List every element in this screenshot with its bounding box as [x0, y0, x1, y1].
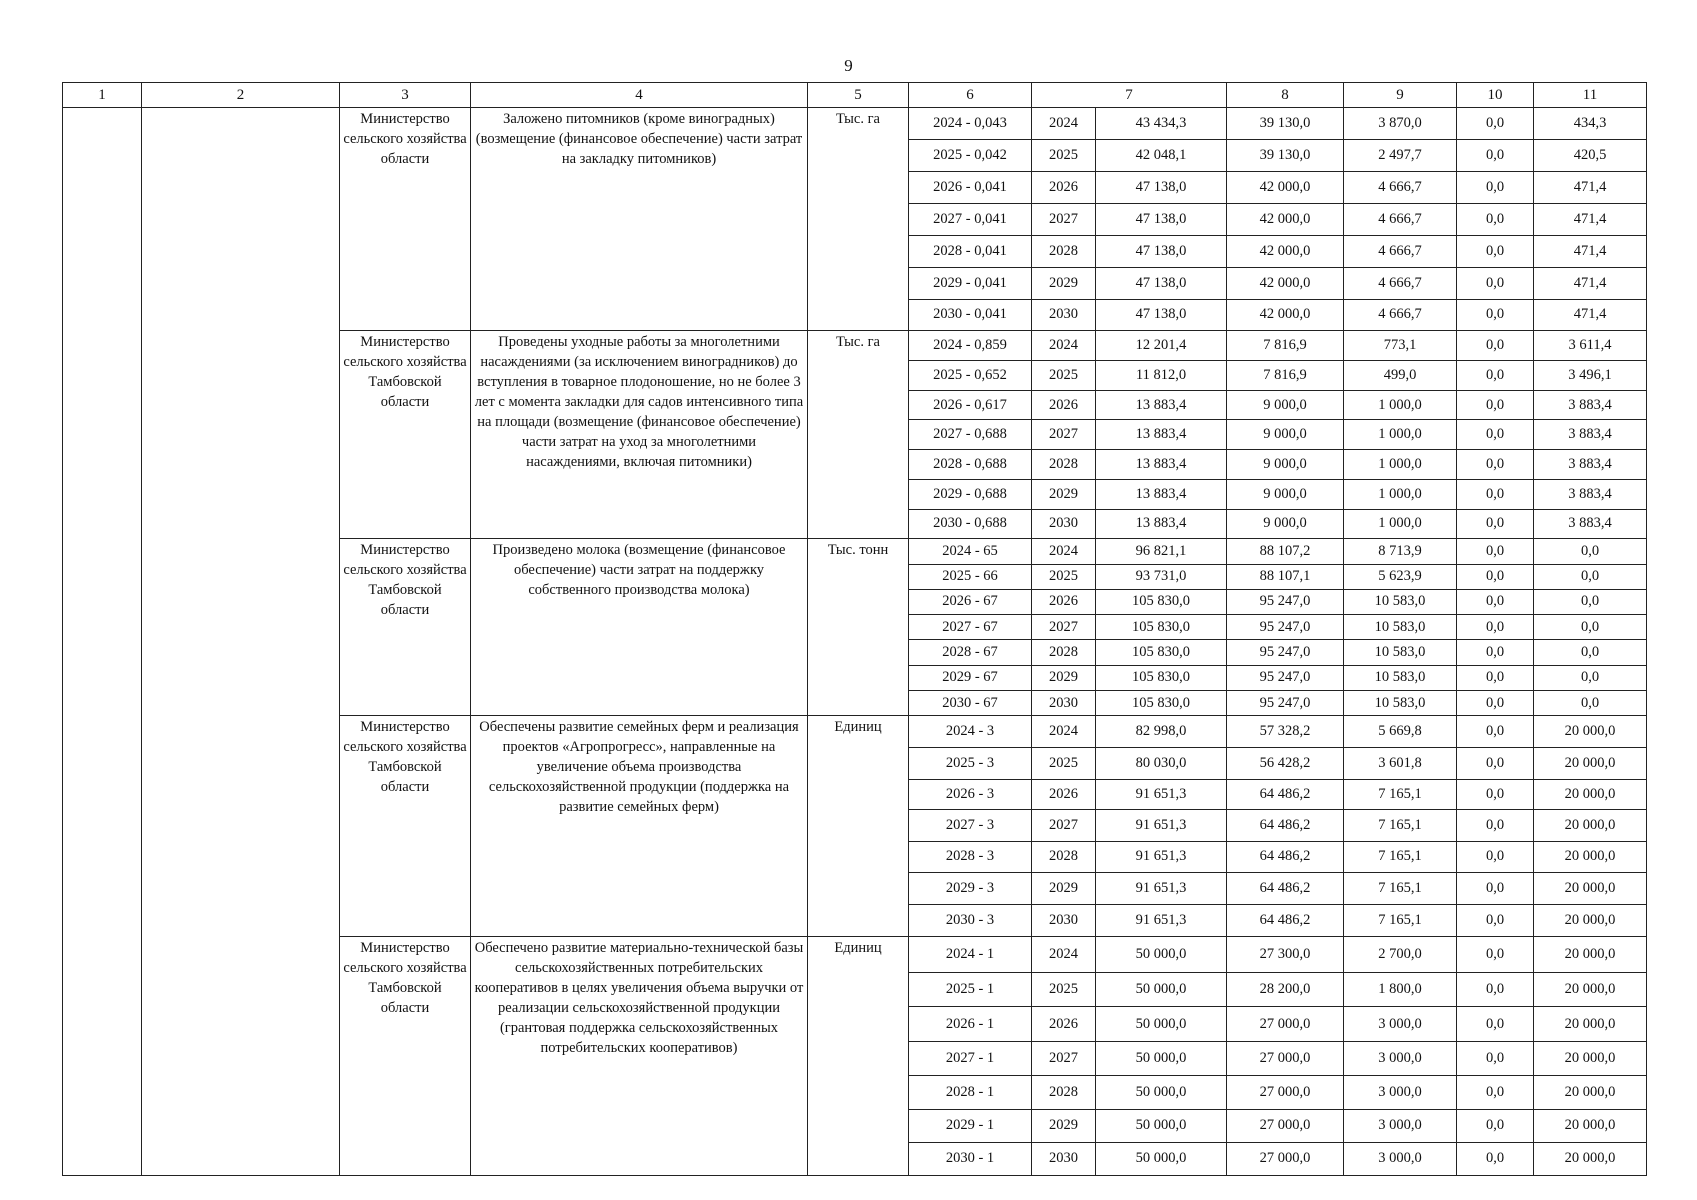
regional-budget: 3 000,0 — [1344, 1041, 1457, 1075]
year: 2027 — [1032, 809, 1096, 841]
local-budget: 0,0 — [1457, 390, 1534, 420]
column-1-cell — [63, 108, 142, 1176]
other-sources: 20 000,0 — [1534, 809, 1647, 841]
local-budget: 0,0 — [1457, 361, 1534, 391]
other-sources: 420,5 — [1534, 140, 1647, 172]
other-sources: 20 000,0 — [1534, 716, 1647, 748]
year: 2028 — [1032, 1075, 1096, 1109]
year: 2026 — [1032, 172, 1096, 204]
other-sources: 434,3 — [1534, 108, 1647, 140]
other-sources: 20 000,0 — [1534, 1109, 1647, 1142]
year: 2024 — [1032, 937, 1096, 973]
regional-budget: 4 666,7 — [1344, 235, 1457, 267]
regional-budget: 7 165,1 — [1344, 873, 1457, 905]
total-amount: 50 000,0 — [1096, 937, 1227, 973]
regional-budget: 7 165,1 — [1344, 905, 1457, 937]
page-number: 9 — [844, 56, 853, 75]
result-description: Проведены уходные работы за многолетними насаждениями (за исключением виноградников) до вступления в товарное плодоношение, но не более 3 лет с момента закладки для садов интенсивного типа на площади (возмещение (финансовое обеспечение) части затрат на уход за многолетними насаждениями, включая питомники) — [471, 331, 808, 539]
local-budget: 0,0 — [1457, 420, 1534, 450]
local-budget: 0,0 — [1457, 589, 1534, 614]
total-amount: 93 731,0 — [1096, 564, 1227, 589]
target-value: 2026 - 0,617 — [909, 390, 1032, 420]
federal-budget: 27 000,0 — [1227, 1075, 1344, 1109]
target-value: 2030 - 0,041 — [909, 299, 1032, 331]
target-value: 2024 - 65 — [909, 539, 1032, 564]
local-budget: 0,0 — [1457, 331, 1534, 361]
local-budget: 0,0 — [1457, 140, 1534, 172]
target-value: 2028 - 0,688 — [909, 450, 1032, 480]
local-budget: 0,0 — [1457, 841, 1534, 873]
regional-budget: 5 669,8 — [1344, 716, 1457, 748]
other-sources: 20 000,0 — [1534, 905, 1647, 937]
federal-budget: 28 200,0 — [1227, 973, 1344, 1007]
regional-budget: 3 000,0 — [1344, 1109, 1457, 1142]
other-sources: 3 883,4 — [1534, 509, 1647, 539]
target-value: 2027 - 0,688 — [909, 420, 1032, 450]
target-value: 2024 - 1 — [909, 937, 1032, 973]
local-budget: 0,0 — [1457, 1075, 1534, 1109]
other-sources: 3 883,4 — [1534, 390, 1647, 420]
federal-budget: 9 000,0 — [1227, 420, 1344, 450]
local-budget: 0,0 — [1457, 172, 1534, 204]
federal-budget: 39 130,0 — [1227, 108, 1344, 140]
total-amount: 96 821,1 — [1096, 539, 1227, 564]
target-value: 2030 - 1 — [909, 1142, 1032, 1175]
other-sources: 3 496,1 — [1534, 361, 1647, 391]
regional-budget: 3 601,8 — [1344, 748, 1457, 780]
result-description: Произведено молока (возмещение (финансовое обеспечение) части затрат на поддержку собственного производства молока) — [471, 539, 808, 716]
local-budget: 0,0 — [1457, 203, 1534, 235]
regional-budget: 4 666,7 — [1344, 299, 1457, 331]
regional-budget: 8 713,9 — [1344, 539, 1457, 564]
column-2-cell — [142, 108, 340, 1176]
total-amount: 13 883,4 — [1096, 509, 1227, 539]
total-amount: 50 000,0 — [1096, 1075, 1227, 1109]
target-value: 2025 - 0,042 — [909, 140, 1032, 172]
federal-budget: 57 328,2 — [1227, 716, 1344, 748]
local-budget: 0,0 — [1457, 1007, 1534, 1041]
regional-budget: 499,0 — [1344, 361, 1457, 391]
other-sources: 471,4 — [1534, 203, 1647, 235]
unit-of-measure: Тыс. га — [808, 108, 909, 331]
total-amount: 42 048,1 — [1096, 140, 1227, 172]
total-amount: 47 138,0 — [1096, 235, 1227, 267]
year: 2030 — [1032, 509, 1096, 539]
federal-budget: 88 107,1 — [1227, 564, 1344, 589]
target-value: 2025 - 66 — [909, 564, 1032, 589]
local-budget: 0,0 — [1457, 450, 1534, 480]
total-amount: 91 651,3 — [1096, 905, 1227, 937]
other-sources: 20 000,0 — [1534, 1007, 1647, 1041]
local-budget: 0,0 — [1457, 640, 1534, 665]
result-description: Обеспечены развитие семейных ферм и реализация проектов «Агропрогресс», направленные на увеличение объема производства сельскохозяйственной продукции (поддержка на развитие семейных ферм) — [471, 716, 808, 937]
total-amount: 91 651,3 — [1096, 779, 1227, 809]
other-sources: 3 883,4 — [1534, 450, 1647, 480]
target-value: 2024 - 0,043 — [909, 108, 1032, 140]
year: 2025 — [1032, 973, 1096, 1007]
target-value: 2028 - 1 — [909, 1075, 1032, 1109]
federal-budget: 9 000,0 — [1227, 450, 1344, 480]
other-sources: 471,4 — [1534, 267, 1647, 299]
local-budget: 0,0 — [1457, 748, 1534, 780]
regional-budget: 1 000,0 — [1344, 390, 1457, 420]
federal-budget: 27 000,0 — [1227, 1041, 1344, 1075]
other-sources: 471,4 — [1534, 172, 1647, 204]
other-sources: 20 000,0 — [1534, 1075, 1647, 1109]
year: 2029 — [1032, 479, 1096, 509]
year: 2027 — [1032, 203, 1096, 235]
total-amount: 47 138,0 — [1096, 172, 1227, 204]
regional-budget: 2 497,7 — [1344, 140, 1457, 172]
federal-budget: 39 130,0 — [1227, 140, 1344, 172]
target-value: 2029 - 3 — [909, 873, 1032, 905]
year: 2025 — [1032, 564, 1096, 589]
local-budget: 0,0 — [1457, 564, 1534, 589]
local-budget: 0,0 — [1457, 479, 1534, 509]
local-budget: 0,0 — [1457, 665, 1534, 690]
total-amount: 47 138,0 — [1096, 203, 1227, 235]
year: 2029 — [1032, 873, 1096, 905]
year: 2026 — [1032, 589, 1096, 614]
header-cell-2: 2 — [142, 83, 340, 108]
federal-budget: 27 000,0 — [1227, 1109, 1344, 1142]
header-cell-11: 11 — [1534, 83, 1647, 108]
federal-budget: 9 000,0 — [1227, 509, 1344, 539]
federal-budget: 42 000,0 — [1227, 203, 1344, 235]
regional-budget: 7 165,1 — [1344, 841, 1457, 873]
target-value: 2026 - 0,041 — [909, 172, 1032, 204]
regional-budget: 4 666,7 — [1344, 267, 1457, 299]
regional-budget: 773,1 — [1344, 331, 1457, 361]
other-sources: 0,0 — [1534, 539, 1647, 564]
other-sources: 20 000,0 — [1534, 1041, 1647, 1075]
other-sources: 20 000,0 — [1534, 873, 1647, 905]
year: 2028 — [1032, 450, 1096, 480]
federal-budget: 95 247,0 — [1227, 690, 1344, 715]
total-amount: 47 138,0 — [1096, 267, 1227, 299]
total-amount: 82 998,0 — [1096, 716, 1227, 748]
local-budget: 0,0 — [1457, 299, 1534, 331]
unit-of-measure: Единиц — [808, 937, 909, 1176]
regional-budget: 3 870,0 — [1344, 108, 1457, 140]
local-budget: 0,0 — [1457, 539, 1534, 564]
other-sources: 0,0 — [1534, 564, 1647, 589]
other-sources: 0,0 — [1534, 690, 1647, 715]
local-budget: 0,0 — [1457, 716, 1534, 748]
unit-of-measure: Тыс. га — [808, 331, 909, 539]
target-value: 2024 - 0,859 — [909, 331, 1032, 361]
other-sources: 3 611,4 — [1534, 331, 1647, 361]
year: 2026 — [1032, 390, 1096, 420]
target-value: 2027 - 1 — [909, 1041, 1032, 1075]
year: 2028 — [1032, 841, 1096, 873]
regional-budget: 1 000,0 — [1344, 479, 1457, 509]
year: 2029 — [1032, 267, 1096, 299]
total-amount: 105 830,0 — [1096, 690, 1227, 715]
federal-budget: 95 247,0 — [1227, 615, 1344, 640]
header-cell-5: 5 — [808, 83, 909, 108]
regional-budget: 3 000,0 — [1344, 1075, 1457, 1109]
federal-budget: 95 247,0 — [1227, 589, 1344, 614]
total-amount: 13 883,4 — [1096, 390, 1227, 420]
year: 2030 — [1032, 1142, 1096, 1175]
responsible-org: Министерство сельского хозяйства Тамбовской области — [340, 539, 471, 716]
total-amount: 13 883,4 — [1096, 450, 1227, 480]
regional-budget: 1 000,0 — [1344, 509, 1457, 539]
regional-budget: 10 583,0 — [1344, 615, 1457, 640]
other-sources: 3 883,4 — [1534, 479, 1647, 509]
other-sources: 20 000,0 — [1534, 779, 1647, 809]
target-value: 2026 - 1 — [909, 1007, 1032, 1041]
year: 2024 — [1032, 716, 1096, 748]
local-budget: 0,0 — [1457, 108, 1534, 140]
regional-budget: 5 623,9 — [1344, 564, 1457, 589]
header-cell-1: 1 — [63, 83, 142, 108]
total-amount: 47 138,0 — [1096, 299, 1227, 331]
target-value: 2028 - 3 — [909, 841, 1032, 873]
federal-budget: 64 486,2 — [1227, 779, 1344, 809]
regional-budget: 1 800,0 — [1344, 973, 1457, 1007]
local-budget: 0,0 — [1457, 509, 1534, 539]
responsible-org: Министерство сельского хозяйства области — [340, 108, 471, 331]
local-budget: 0,0 — [1457, 1041, 1534, 1075]
target-value: 2028 - 0,041 — [909, 235, 1032, 267]
target-value: 2025 - 3 — [909, 748, 1032, 780]
year: 2030 — [1032, 905, 1096, 937]
target-value: 2028 - 67 — [909, 640, 1032, 665]
total-amount: 50 000,0 — [1096, 973, 1227, 1007]
header-cell-10: 10 — [1457, 83, 1534, 108]
federal-budget: 42 000,0 — [1227, 267, 1344, 299]
federal-budget: 64 486,2 — [1227, 841, 1344, 873]
target-value: 2030 - 67 — [909, 690, 1032, 715]
local-budget: 0,0 — [1457, 690, 1534, 715]
regional-budget: 1 000,0 — [1344, 450, 1457, 480]
unit-of-measure: Единиц — [808, 716, 909, 937]
regional-budget: 3 000,0 — [1344, 1007, 1457, 1041]
federal-budget: 27 000,0 — [1227, 1142, 1344, 1175]
federal-budget: 42 000,0 — [1227, 299, 1344, 331]
regional-budget: 2 700,0 — [1344, 937, 1457, 973]
other-sources: 20 000,0 — [1534, 1142, 1647, 1175]
other-sources: 471,4 — [1534, 235, 1647, 267]
other-sources: 20 000,0 — [1534, 841, 1647, 873]
federal-budget: 64 486,2 — [1227, 809, 1344, 841]
year: 2028 — [1032, 640, 1096, 665]
year: 2030 — [1032, 690, 1096, 715]
total-amount: 12 201,4 — [1096, 331, 1227, 361]
target-value: 2029 - 1 — [909, 1109, 1032, 1142]
other-sources: 20 000,0 — [1534, 748, 1647, 780]
year: 2026 — [1032, 1007, 1096, 1041]
total-amount: 80 030,0 — [1096, 748, 1227, 780]
regional-budget: 7 165,1 — [1344, 779, 1457, 809]
local-budget: 0,0 — [1457, 615, 1534, 640]
federal-budget: 95 247,0 — [1227, 640, 1344, 665]
total-amount: 11 812,0 — [1096, 361, 1227, 391]
regional-budget: 10 583,0 — [1344, 640, 1457, 665]
other-sources: 471,4 — [1534, 299, 1647, 331]
other-sources: 0,0 — [1534, 589, 1647, 614]
total-amount: 91 651,3 — [1096, 841, 1227, 873]
other-sources: 0,0 — [1534, 615, 1647, 640]
total-amount: 105 830,0 — [1096, 665, 1227, 690]
total-amount: 50 000,0 — [1096, 1142, 1227, 1175]
year: 2026 — [1032, 779, 1096, 809]
local-budget: 0,0 — [1457, 809, 1534, 841]
year: 2024 — [1032, 331, 1096, 361]
year: 2024 — [1032, 539, 1096, 564]
header-cell-3: 3 — [340, 83, 471, 108]
regional-budget: 10 583,0 — [1344, 665, 1457, 690]
other-sources: 0,0 — [1534, 665, 1647, 690]
local-budget: 0,0 — [1457, 1109, 1534, 1142]
total-amount: 105 830,0 — [1096, 615, 1227, 640]
federal-budget: 27 000,0 — [1227, 1007, 1344, 1041]
result-description: Заложено питомников (кроме виноградных) (возмещение (финансовое обеспечение) части затрат на закладку питомников) — [471, 108, 808, 331]
program-table — [62, 82, 1647, 1176]
year: 2025 — [1032, 140, 1096, 172]
regional-budget: 10 583,0 — [1344, 690, 1457, 715]
table-body — [63, 83, 1647, 1176]
year: 2029 — [1032, 1109, 1096, 1142]
year: 2027 — [1032, 420, 1096, 450]
regional-budget: 7 165,1 — [1344, 809, 1457, 841]
federal-budget: 9 000,0 — [1227, 390, 1344, 420]
target-value: 2026 - 67 — [909, 589, 1032, 614]
header-cell-8: 8 — [1227, 83, 1344, 108]
target-value: 2027 - 3 — [909, 809, 1032, 841]
federal-budget: 88 107,2 — [1227, 539, 1344, 564]
local-budget: 0,0 — [1457, 873, 1534, 905]
federal-budget: 9 000,0 — [1227, 479, 1344, 509]
header-cell-6: 6 — [909, 83, 1032, 108]
federal-budget: 95 247,0 — [1227, 665, 1344, 690]
other-sources: 20 000,0 — [1534, 973, 1647, 1007]
target-value: 2027 - 67 — [909, 615, 1032, 640]
federal-budget: 42 000,0 — [1227, 235, 1344, 267]
total-amount: 43 434,3 — [1096, 108, 1227, 140]
target-value: 2025 - 1 — [909, 973, 1032, 1007]
responsible-org: Министерство сельского хозяйства Тамбовской области — [340, 331, 471, 539]
total-amount: 13 883,4 — [1096, 420, 1227, 450]
local-budget: 0,0 — [1457, 779, 1534, 809]
local-budget: 0,0 — [1457, 235, 1534, 267]
year: 2030 — [1032, 299, 1096, 331]
local-budget: 0,0 — [1457, 1142, 1534, 1175]
total-amount: 105 830,0 — [1096, 640, 1227, 665]
total-amount: 50 000,0 — [1096, 1007, 1227, 1041]
federal-budget: 42 000,0 — [1227, 172, 1344, 204]
local-budget: 0,0 — [1457, 937, 1534, 973]
target-value: 2025 - 0,652 — [909, 361, 1032, 391]
target-value: 2030 - 0,688 — [909, 509, 1032, 539]
year: 2027 — [1032, 615, 1096, 640]
regional-budget: 3 000,0 — [1344, 1142, 1457, 1175]
responsible-org: Министерство сельского хозяйства Тамбовской области — [340, 937, 471, 1176]
year: 2028 — [1032, 235, 1096, 267]
federal-budget: 27 300,0 — [1227, 937, 1344, 973]
federal-budget: 7 816,9 — [1227, 361, 1344, 391]
year: 2029 — [1032, 665, 1096, 690]
target-value: 2029 - 67 — [909, 665, 1032, 690]
federal-budget: 56 428,2 — [1227, 748, 1344, 780]
total-amount: 105 830,0 — [1096, 589, 1227, 614]
target-value: 2027 - 0,041 — [909, 203, 1032, 235]
unit-of-measure: Тыс. тонн — [808, 539, 909, 716]
header-cell-9: 9 — [1344, 83, 1457, 108]
federal-budget: 64 486,2 — [1227, 905, 1344, 937]
total-amount: 50 000,0 — [1096, 1041, 1227, 1075]
total-amount: 50 000,0 — [1096, 1109, 1227, 1142]
table-row — [63, 108, 1647, 140]
header-cell-4: 4 — [471, 83, 808, 108]
total-amount: 13 883,4 — [1096, 479, 1227, 509]
federal-budget: 64 486,2 — [1227, 873, 1344, 905]
regional-budget: 4 666,7 — [1344, 203, 1457, 235]
total-amount: 91 651,3 — [1096, 873, 1227, 905]
target-value: 2029 - 0,688 — [909, 479, 1032, 509]
other-sources: 3 883,4 — [1534, 420, 1647, 450]
header-cell-7: 7 — [1032, 83, 1227, 108]
target-value: 2024 - 3 — [909, 716, 1032, 748]
other-sources: 0,0 — [1534, 640, 1647, 665]
year: 2025 — [1032, 748, 1096, 780]
local-budget: 0,0 — [1457, 905, 1534, 937]
local-budget: 0,0 — [1457, 267, 1534, 299]
local-budget: 0,0 — [1457, 973, 1534, 1007]
regional-budget: 10 583,0 — [1344, 589, 1457, 614]
target-value: 2030 - 3 — [909, 905, 1032, 937]
year: 2025 — [1032, 361, 1096, 391]
year: 2027 — [1032, 1041, 1096, 1075]
responsible-org: Министерство сельского хозяйства Тамбовской области — [340, 716, 471, 937]
year: 2024 — [1032, 108, 1096, 140]
other-sources: 20 000,0 — [1534, 937, 1647, 973]
regional-budget: 1 000,0 — [1344, 420, 1457, 450]
result-description: Обеспечено развитие материально-технической базы сельскохозяйственных потребительских кооперативов в целях увеличения объема выручки от реализации сельскохозяйственной продукции (грантовая поддержка сельскохозяйственных потребительских кооперативов) — [471, 937, 808, 1176]
header-row — [63, 83, 1647, 108]
target-value: 2026 - 3 — [909, 779, 1032, 809]
target-value: 2029 - 0,041 — [909, 267, 1032, 299]
regional-budget: 4 666,7 — [1344, 172, 1457, 204]
total-amount: 91 651,3 — [1096, 809, 1227, 841]
federal-budget: 7 816,9 — [1227, 331, 1344, 361]
